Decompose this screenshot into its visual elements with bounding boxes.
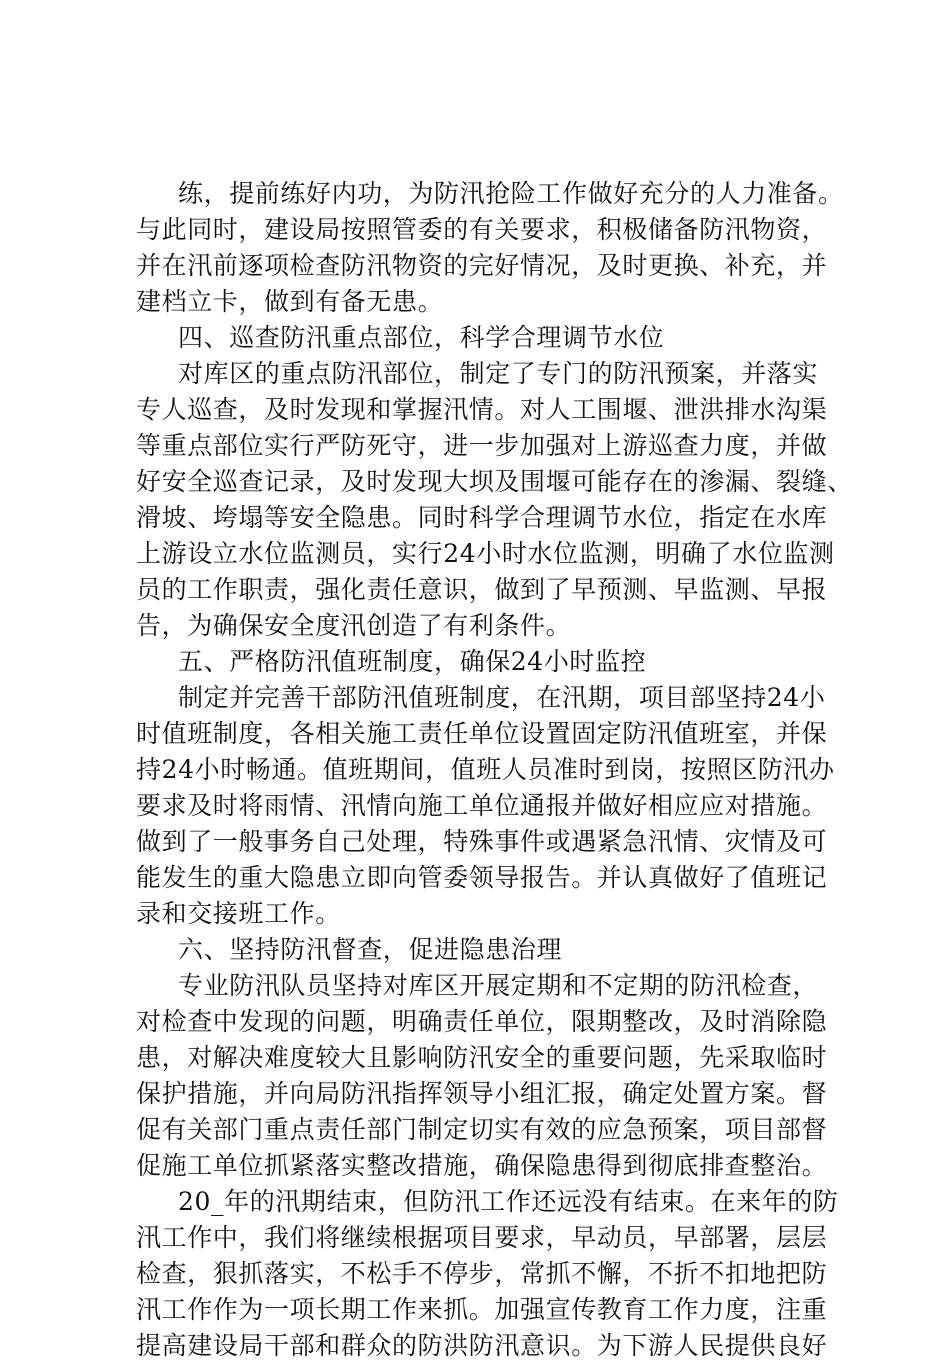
paragraph-line: 专人巡查，及时发现和掌握汛情。对人工围堰、泄洪排水沟渠 (136, 395, 828, 424)
paragraph-line: 检查，狠抓落实，不松手不停步，常抓不懈，不折不扣地把防 (136, 1259, 828, 1288)
section-heading: 四、巡查防汛重点部位，科学合理调节水位 (178, 323, 665, 352)
section-heading: 五、严格防汛值班制度，确保24小时监控 (178, 647, 647, 676)
paragraph-line: 制定并完善干部防汛值班制度，在汛期，项目部坚持24小 (178, 683, 826, 712)
paragraph-line: 并在汛前逐项检查防汛物资的完好情况，及时更换、补充，并 (136, 251, 828, 280)
paragraph-line: 对库区的重点防汛部位，制定了专门的防汛预案，并落实 (178, 359, 819, 388)
paragraph-line: 做到了一般事务自己处理，特殊事件或遇紧急汛情、灾情及可 (136, 827, 828, 856)
paragraph-line: 对检查中发现的问题，明确责任单位，限期整改，及时消除隐 (136, 1007, 828, 1036)
paragraph-line: 专业防汛队员坚持对库区开展定期和不定期的防汛检查， (178, 971, 819, 1000)
section-heading: 六、坚持防汛督查，促进隐患治理 (178, 935, 563, 964)
paragraph-line: 促施工单位抓紧落实整改措施，确保隐患得到彻底排查整治。 (136, 1151, 828, 1180)
paragraph-line: 好安全巡查记录，及时发现大坝及围堰可能存在的渗漏、裂缝、 (136, 467, 853, 496)
paragraph-line: 保护措施，并向局防汛指挥领导小组汇报，确定处置方案。督 (136, 1079, 828, 1108)
paragraph-line: 患，对解决难度较大且影响防汛安全的重要问题，先采取临时 (136, 1043, 828, 1072)
paragraph-line: 要求及时将雨情、汛情向施工单位通报并做好相应应对措施。 (136, 791, 828, 820)
paragraph-line: 汛工作作为一项长期工作来抓。加强宣传教育工作力度，注重 (136, 1295, 828, 1324)
paragraph-line: 上游设立水位监测员，实行24小时水位监测，明确了水位监测 (136, 539, 835, 568)
paragraph-line: 时值班制度，各相关施工责任单位设置固定防汛值班室，并保 (136, 719, 828, 748)
paragraph-line: 持24小时畅通。值班期间，值班人员准时到岗，按照区防汛办 (136, 755, 835, 784)
paragraph-line: 练，提前练好内功，为防汛抢险工作做好充分的人力准备。 (178, 179, 844, 208)
paragraph-line: 20_年的汛期结束，但防汛工作还远没有结束。在来年的防 (178, 1187, 839, 1216)
paragraph-line: 能发生的重大隐患立即向管委领导报告。并认真做好了值班记 (136, 863, 828, 892)
paragraph-line: 录和交接班工作。 (136, 899, 341, 928)
paragraph-line: 汛工作中，我们将继续根据项目要求，早动员，早部署，层层 (136, 1223, 828, 1252)
paragraph-line: 建档立卡，做到有备无患。 (136, 287, 444, 316)
paragraph-line: 员的工作职责，强化责任意识，做到了早预测、早监测、早报 (136, 575, 828, 604)
paragraph-line: 等重点部位实行严防死守，进一步加强对上游巡查力度，并做 (136, 431, 828, 460)
paragraph-line: 促有关部门重点责任部门制定切实有效的应急预案，项目部督 (136, 1115, 828, 1144)
paragraph-line: 提高建设局干部和群众的防洪防汛意识。为下游人民提供良好 (136, 1331, 828, 1360)
paragraph-line: 与此同时，建设局按照管委的有关要求，积极储备防汛物资， (136, 215, 828, 244)
paragraph-line: 滑坡、垮塌等安全隐患。同时科学合理调节水位，指定在水库 (136, 503, 828, 532)
paragraph-line: 告，为确保安全度汛创造了有利条件。 (136, 611, 572, 640)
